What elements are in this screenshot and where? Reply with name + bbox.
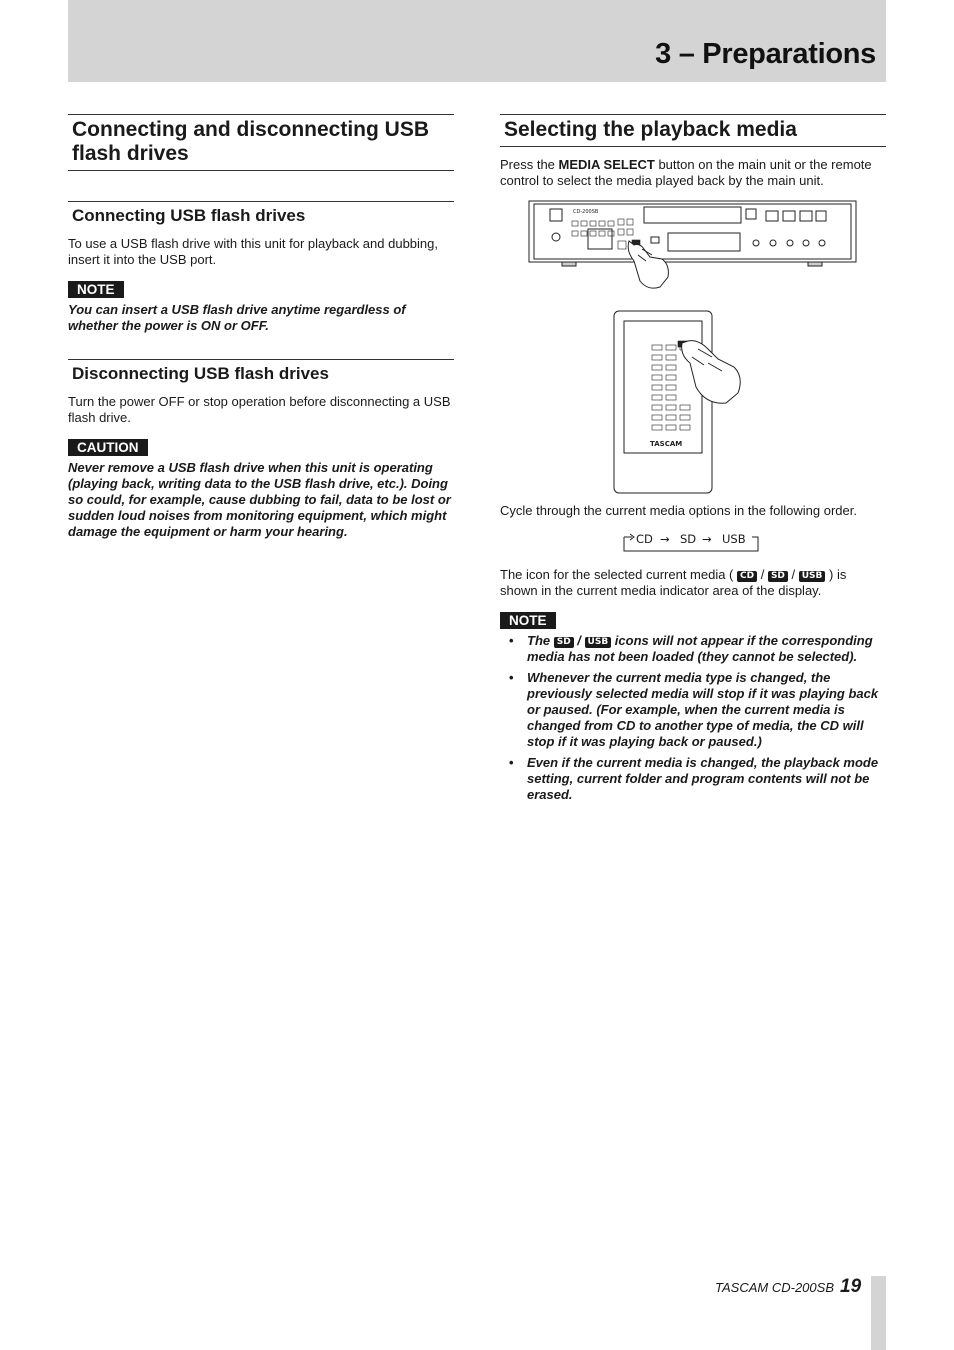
section-heading-usb: Connecting and disconnecting USB flash drives [68,114,454,171]
icon-text-before: The icon for the selected current media ( [500,567,734,582]
sd-media-icon: SD [768,571,788,582]
order-cd: CD [636,532,653,546]
subheading-disconnecting: Disconnecting USB flash drives [68,359,454,385]
note-item [500,755,886,803]
order-arrow-1: → [660,532,670,546]
media-select-label: MEDIA SELECT [558,157,655,172]
note-1-sep: / [573,633,585,648]
section-heading-playback-media: Selecting the playback media [500,114,886,147]
bullet: • [509,633,514,648]
subheading-connecting: Connecting USB flash drives [68,201,454,227]
model-label: CD-200SB [573,209,599,215]
left-column [68,114,454,540]
disconnect-body: Turn the power OFF or stop operation before disconnecting a USB flash drive. [68,394,451,425]
cycle-text: Cycle through the current media options in the following order. [500,503,857,518]
note-label: NOTE [68,281,124,298]
chapter-title: 3 – Preparations [655,38,876,70]
caution-text: Never remove a USB flash drive when this unit is operating (playing back, writing data to the USB flash drive, etc.). Doing so could, for example, cause dubbing to fail, data to be lost or sudden loud noises from monitoring equipment, which might damage the equipment or harm your hearing. [68,460,451,539]
note-1-suffix: icons will not appear if the corresponding media has not been loaded (they cannot be selected). [527,633,873,664]
intro-before: Press the [500,157,559,172]
main-unit-and-remote-illustration [528,199,858,499]
remote-brand: TASCAM [650,440,683,448]
order-arrow-2: → [702,532,712,546]
connect-note: You can insert a USB flash drive anytime regardless of whether the power is ON or OFF. [68,302,406,333]
order-sd: SD [680,532,697,546]
icon-separator-1: / [757,567,768,582]
footer-bar [871,1276,886,1350]
note-2: Whenever the current media type is changed, the previously selected media will stop if it was playing back or paused. (For example, when the current media is changed from CD to another type of media, the CD will stop if it was playing back or paused.) [527,670,879,749]
sd-media-icon: SD [554,637,574,648]
bullet: • [509,670,514,685]
notes-list [500,633,886,803]
note-1-prefix: The [527,633,554,648]
bullet: • [509,755,514,770]
device-illustration [528,199,858,499]
page-number: 19 [840,1276,862,1297]
icon-separator-2: / [787,567,799,582]
intro-after: button on the main unit or the remote control to select the media played back by the main unit. [500,157,872,188]
usb-media-icon: USB [799,571,826,582]
icon-paragraph [500,567,886,599]
note-3: Even if the current media is changed, the playback mode setting, current folder and program contents will not be erased. [527,755,879,802]
right-column [500,114,886,808]
cd-media-icon: CD [737,571,757,582]
footer-brand: TASCAM CD-200SB [715,1280,834,1295]
caution-label: CAUTION [68,439,148,456]
connect-body: To use a USB flash drive with this unit for playback and dubbing, insert it into the USB port. [68,236,438,267]
usb-media-icon: USB [585,637,612,648]
note-item [500,633,886,665]
note-item [500,670,886,750]
order-usb: USB [722,532,746,546]
header-band [68,0,886,82]
note-label-right: NOTE [500,612,556,629]
icon-text-after: ) is shown in the current media indicator area of the display. [500,567,847,598]
intro-paragraph [500,157,886,189]
remote-control-drawing [614,311,712,493]
media-order-diagram [622,529,764,555]
main-unit-drawing [529,201,856,266]
